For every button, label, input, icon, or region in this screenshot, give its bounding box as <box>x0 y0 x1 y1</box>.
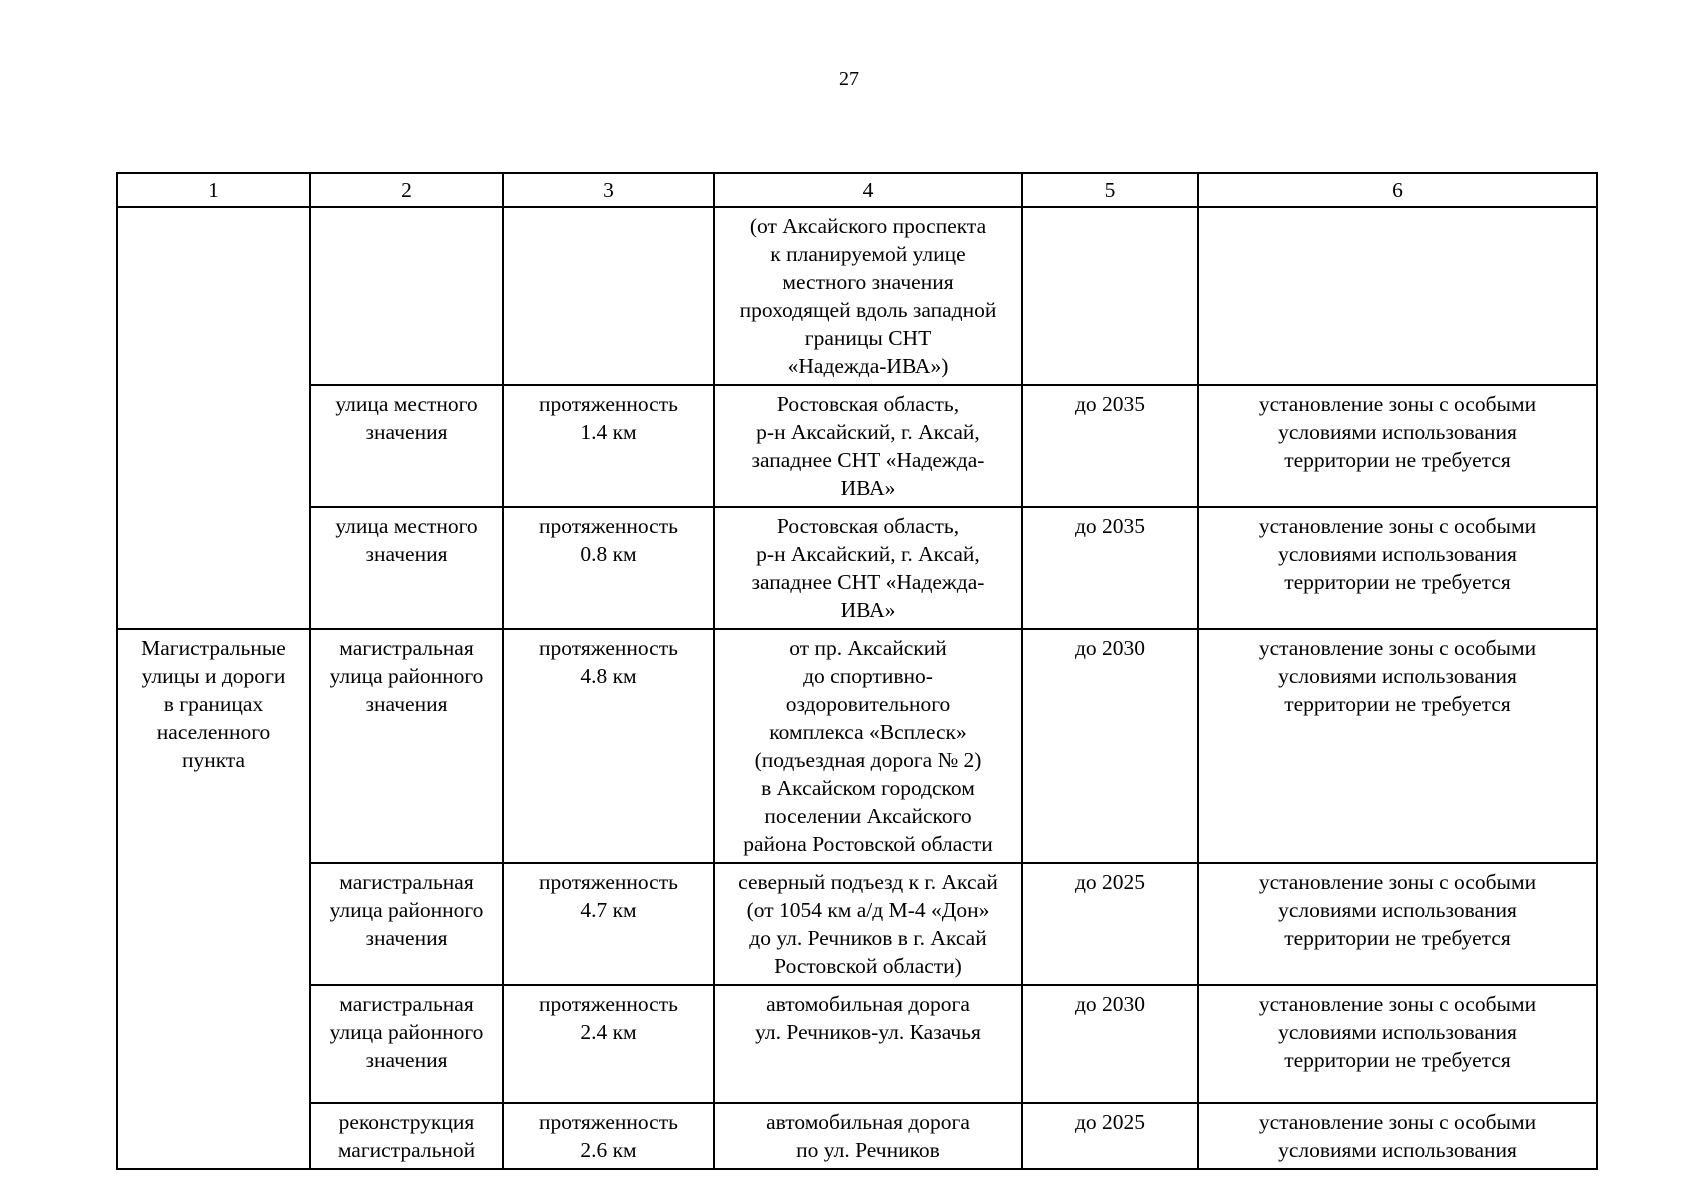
zone-note-text: установление зоны с особыми условиями использования территории не требуется <box>1258 636 1537 716</box>
deadline-text: до 2030 <box>1074 992 1146 1016</box>
length-cell <box>503 985 714 1103</box>
deadline-cell <box>1022 629 1198 863</box>
location-cell <box>714 629 1022 863</box>
deadline-cell <box>1022 385 1198 507</box>
location-text: автомобильная дорога ул. Речников-ул. Казачья <box>755 992 981 1044</box>
location-text: от пр. Аксайский до спортивно- оздоровительного комплекса «Всплеск» (подъездная дорога № 2) в Аксайском городском поселении Аксайского района Ростовской области <box>743 636 993 856</box>
object-type-cell <box>310 863 503 985</box>
deadline-text: до 2025 <box>1074 870 1146 894</box>
zone-note-text: установление зоны с особыми условиями использования территории не требуется <box>1258 514 1537 594</box>
location-cell <box>714 207 1022 385</box>
length-text: протяженность 1.4 км <box>539 392 678 444</box>
object-type-text: реконструкция магистральной <box>337 1110 476 1162</box>
length-cell <box>503 629 714 863</box>
deadline-text: до 2030 <box>1074 636 1146 660</box>
object-type-text: магистральная улица районного значения <box>329 870 484 950</box>
location-text: северный подъезд к г. Аксай (от 1054 км а/д М-4 «Дон» до ул. Речников в г. Аксай Ростовской области) <box>738 870 998 978</box>
location-text: Ростовская область, р-н Аксайский, г. Аксай, западнее СНТ «Надежда- ИВА» <box>751 392 985 500</box>
location-cell <box>714 863 1022 985</box>
column-number-5: 5 <box>1022 173 1198 207</box>
table-cell <box>1198 207 1597 385</box>
length-text: протяженность 4.8 км <box>539 636 678 688</box>
object-type-text: магистральная улица районного значения <box>329 992 484 1072</box>
object-type-text: улица местного значения <box>335 514 478 566</box>
table-row <box>117 863 1597 985</box>
length-cell <box>503 1103 714 1169</box>
length-cell <box>503 507 714 629</box>
group-title-text: Магистральные улицы и дороги в границах населенного пункта <box>141 636 286 772</box>
length-cell <box>503 385 714 507</box>
table-row <box>117 629 1597 863</box>
zone-note-cell <box>1198 507 1597 629</box>
empty-group-cell <box>117 207 310 629</box>
zone-note-cell <box>1198 1103 1597 1169</box>
object-type-cell <box>310 507 503 629</box>
length-cell <box>503 863 714 985</box>
object-type-cell <box>310 1103 503 1169</box>
length-text: протяженность 0.8 км <box>539 514 678 566</box>
column-number-6: 6 <box>1198 173 1597 207</box>
table-cell <box>503 207 714 385</box>
length-text: протяженность 2.4 км <box>539 992 678 1044</box>
zone-note-cell <box>1198 629 1597 863</box>
table-cell <box>310 207 503 385</box>
table-row <box>117 985 1597 1103</box>
zone-note-text: установление зоны с особыми условиями использования <box>1258 1110 1537 1162</box>
deadline-cell <box>1022 507 1198 629</box>
column-number-2: 2 <box>310 173 503 207</box>
table-row <box>117 507 1597 629</box>
deadline-text: до 2035 <box>1074 514 1146 538</box>
object-type-text: улица местного значения <box>335 392 478 444</box>
location-text: автомобильная дорога по ул. Речников <box>766 1110 970 1162</box>
deadline-cell <box>1022 985 1198 1103</box>
length-text: протяженность 2.6 км <box>539 1110 678 1162</box>
table-cell <box>1022 207 1198 385</box>
column-number-4: 4 <box>714 173 1022 207</box>
object-type-text: магистральная улица районного значения <box>329 636 484 716</box>
zone-note-text: установление зоны с особыми условиями использования территории не требуется <box>1258 992 1537 1072</box>
location-text: (от Аксайского проспекта к планируемой улице местного значения проходящей вдоль западной границы СНТ «Надежда-ИВА») <box>739 214 997 378</box>
object-type-cell <box>310 629 503 863</box>
object-type-cell <box>310 985 503 1103</box>
planning-table <box>116 172 1598 1170</box>
deadline-cell <box>1022 863 1198 985</box>
location-text: Ростовская область, р-н Аксайский, г. Аксай, западнее СНТ «Надежда- ИВА» <box>751 514 985 622</box>
deadline-text: до 2025 <box>1074 1110 1146 1134</box>
table-header-row <box>117 173 1597 207</box>
object-type-cell <box>310 385 503 507</box>
deadline-text: до 2035 <box>1074 392 1146 416</box>
column-number-1: 1 <box>117 173 310 207</box>
table-row <box>117 207 1597 385</box>
location-cell <box>714 985 1022 1103</box>
location-cell <box>714 1103 1022 1169</box>
zone-note-text: установление зоны с особыми условиями использования территории не требуется <box>1258 392 1537 472</box>
group-title-cell <box>117 629 310 1169</box>
zone-note-text: установление зоны с особыми условиями использования территории не требуется <box>1258 870 1537 950</box>
length-text: протяженность 4.7 км <box>539 870 678 922</box>
location-cell <box>714 507 1022 629</box>
column-number-3: 3 <box>503 173 714 207</box>
zone-note-cell <box>1198 385 1597 507</box>
table-row <box>117 1103 1597 1169</box>
deadline-cell <box>1022 1103 1198 1169</box>
zone-note-cell <box>1198 985 1597 1103</box>
location-cell <box>714 385 1022 507</box>
page-number: 27 <box>839 68 859 90</box>
zone-note-cell <box>1198 863 1597 985</box>
table-row <box>117 385 1597 507</box>
